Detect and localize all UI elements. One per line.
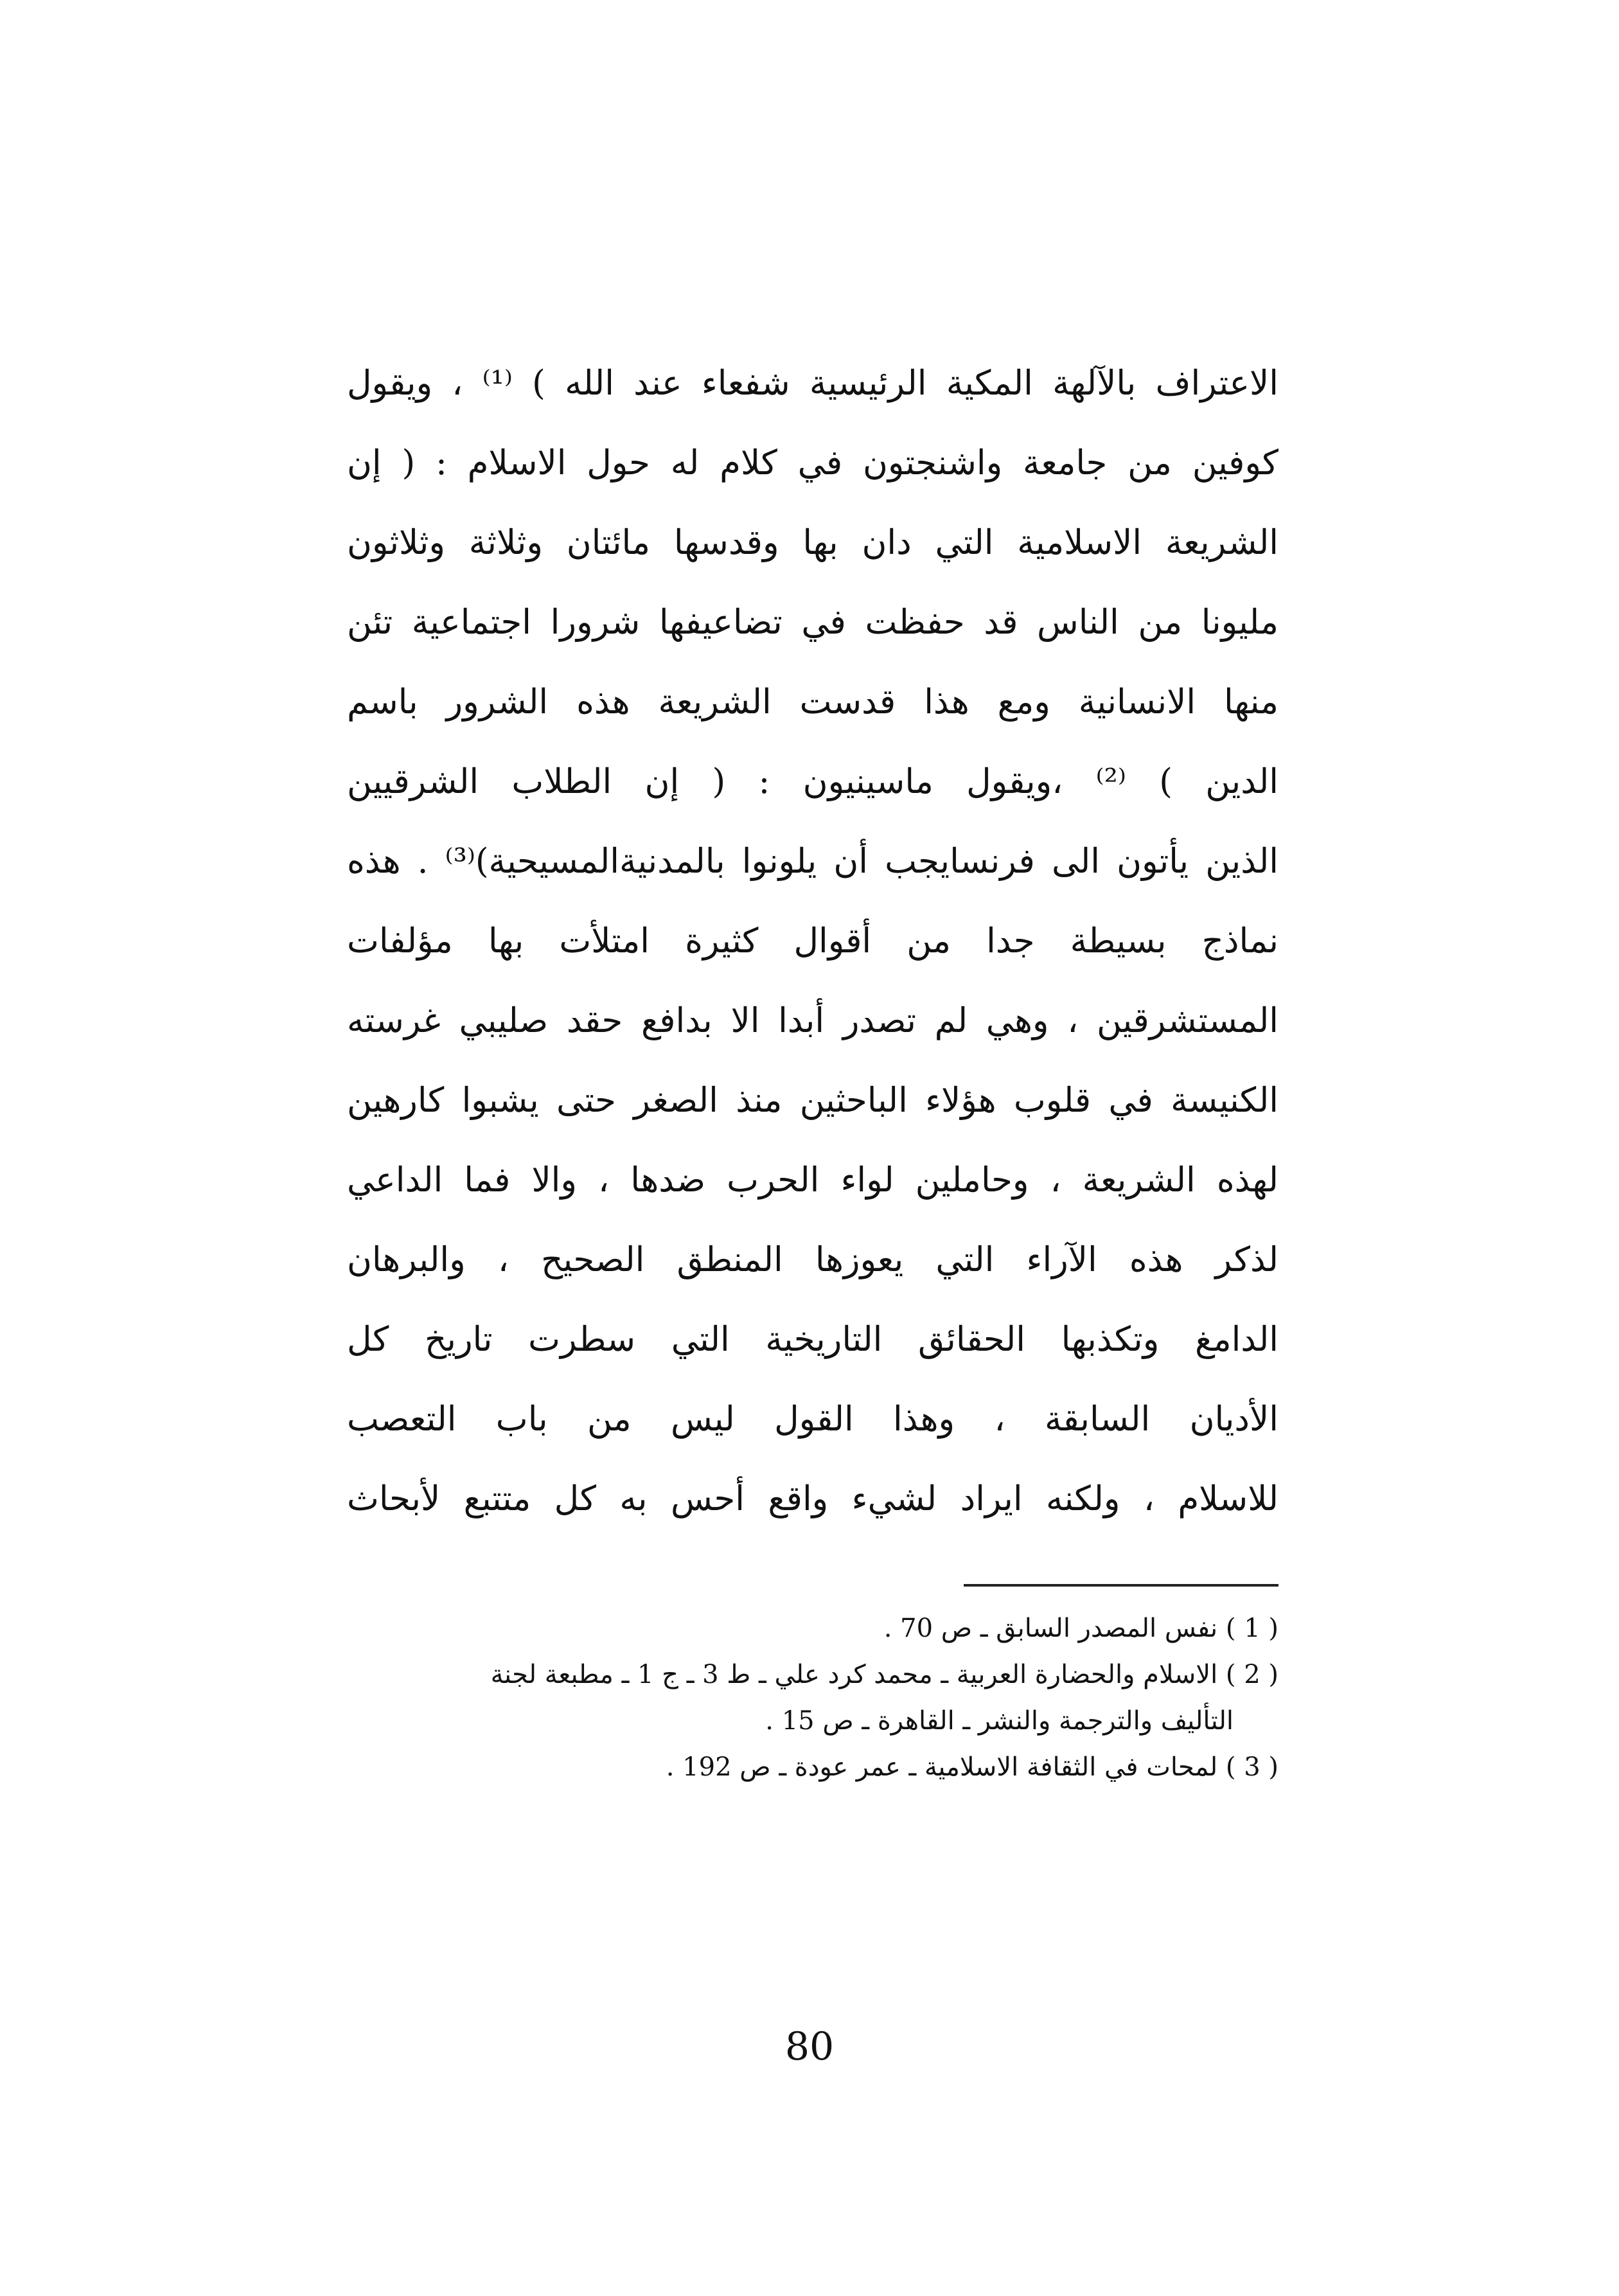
- text-line: الكنيسة في قلوب هؤلاء الباحثين منذ الصغر حتى يشبوا كارهين: [347, 1081, 1278, 1120]
- text-line: لهذه الشريعة ، وحاملين لواء الحرب ضدها ، والا فما الداعي: [347, 1161, 1278, 1200]
- footnote-2-continuation: التأليف والترجمة والنشر ـ القاهرة ـ ص 15 .: [765, 1706, 1234, 1736]
- text-line: الشريعة الاسلامية التي دان بها وقدسها مائتان وثلاثة وثلاثون: [347, 523, 1278, 562]
- text-line: الأديان السابقة ، وهذا القول ليس من باب التعصب: [347, 1400, 1278, 1439]
- text-line: الاعتراف بالآلهة المكية الرئيسية شفعاء عند الله ) ⁽¹⁾ ، ويقول: [347, 364, 1278, 403]
- footnotes: [347, 1605, 1278, 1790]
- footnote-1: ( 1 ) نفس المصدر السابق ـ ص 70 .: [883, 1614, 1278, 1643]
- footnote-2: ( 2 ) الاسلام والحضارة العربية ـ محمد كرد علي ـ ط 3 ـ ج 1 ـ مطبعة لجنة: [490, 1660, 1278, 1689]
- text-line: الذين يأتون الى فرنسايجب أن يلونوا بالمدنيةالمسيحية)⁽³⁾ . هذه: [347, 842, 1278, 881]
- text-line: مليونا من الناس قد حفظت في تضاعيفها شرورا اجتماعية تئن: [347, 603, 1278, 642]
- text-line: الدين ) ⁽²⁾ ،ويقول ماسينيون : ( إن الطلاب الشرقيين: [347, 762, 1278, 801]
- footnote-separator: [964, 1584, 1278, 1587]
- text-line: منها الانسانية ومع هذا قدست الشريعة هذه الشرور باسم: [347, 682, 1278, 722]
- text-line: كوفين من جامعة واشنجتون في كلام له حول الاسلام : ( إن: [347, 443, 1278, 483]
- footnote-3: ( 3 ) لمحات في الثقافة الاسلامية ـ عمر عودة ـ ص 192 .: [666, 1752, 1278, 1782]
- text-line: الدامغ وتكذبها الحقائق التاريخية التي سطرت تاريخ كل: [347, 1320, 1278, 1359]
- text-line: نماذج بسيطة جدا من أقوال كثيرة امتلأت بها مؤلفات: [347, 921, 1278, 961]
- main-text: [347, 344, 1278, 1539]
- text-line: لذكر هذه الآراء التي يعوزها المنطق الصحيح ، والبرهان: [347, 1240, 1278, 1279]
- page-number: 80: [784, 2024, 835, 2069]
- text-line: للاسلام ، ولكنه ايراد لشيء واقع أحس به كل متتبع لأبحاث: [347, 1479, 1278, 1518]
- text-line: المستشرقين ، وهي لم تصدر أبدا الا بدافع حقد صليبي غرسته: [347, 1001, 1278, 1040]
